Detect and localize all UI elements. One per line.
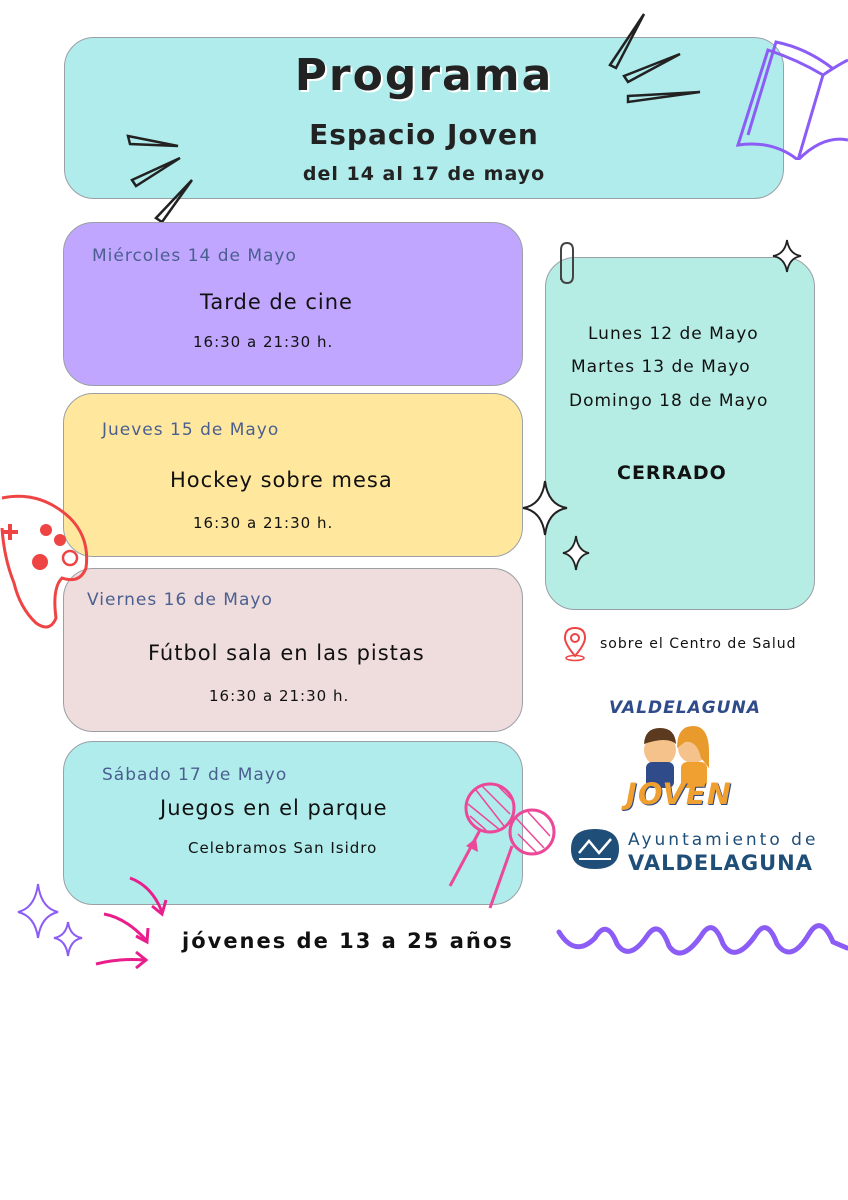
sparkle-icon — [771, 238, 803, 274]
badminton-rackets-icon — [440, 778, 560, 913]
event-time: 16:30 a 21:30 h. — [193, 514, 334, 532]
arrows-icon — [90, 872, 180, 972]
council-name-line2: VALDELAGUNA — [628, 851, 813, 875]
date-range: del 14 al 17 de mayo — [302, 163, 546, 185]
sparkle-icon — [520, 478, 570, 538]
event-day: Sábado 17 de Mayo — [102, 765, 288, 785]
logo-youth-bottom: JOVEN — [626, 777, 732, 811]
closed-day: Domingo 18 de Mayo — [569, 391, 769, 411]
burst-lines-icon — [120, 128, 200, 228]
page-subtitle: Espacio Joven — [309, 118, 539, 151]
event-time: 16:30 a 21:30 h. — [209, 687, 350, 705]
event-note: Celebramos San Isidro — [188, 839, 378, 857]
closed-status: CERRADO — [617, 462, 727, 484]
page-title: Programa — [294, 50, 554, 101]
council-emblem-icon — [567, 825, 623, 873]
audience-text: jóvenes de 13 a 25 años — [182, 929, 514, 953]
council-name-line1: Ayuntamiento de — [628, 830, 819, 850]
sparkle-icon — [561, 534, 591, 572]
location-text: sobre el Centro de Salud — [600, 636, 797, 652]
scribble-decoration-icon — [555, 902, 848, 972]
logo-youth-top: VALDELAGUNA — [609, 698, 761, 718]
event-activity: Tarde de cine — [200, 290, 353, 314]
game-controller-icon — [0, 488, 92, 638]
location-pin-icon — [562, 626, 588, 662]
closed-day: Lunes 12 de Mayo — [588, 324, 759, 344]
event-activity: Juegos en el parque — [160, 796, 388, 820]
event-activity: Hockey sobre mesa — [170, 468, 393, 492]
event-activity: Fútbol sala en las pistas — [148, 641, 425, 665]
event-day: Miércoles 14 de Mayo — [92, 246, 297, 266]
closed-day: Martes 13 de Mayo — [571, 357, 751, 377]
burst-lines-icon — [600, 10, 720, 110]
paperclip-icon — [553, 240, 579, 286]
book-icon — [728, 30, 848, 160]
sparkle-icon — [16, 880, 86, 960]
event-day: Viernes 16 de Mayo — [87, 590, 273, 610]
event-day: Jueves 15 de Mayo — [102, 420, 280, 440]
event-time: 16:30 a 21:30 h. — [193, 333, 334, 351]
